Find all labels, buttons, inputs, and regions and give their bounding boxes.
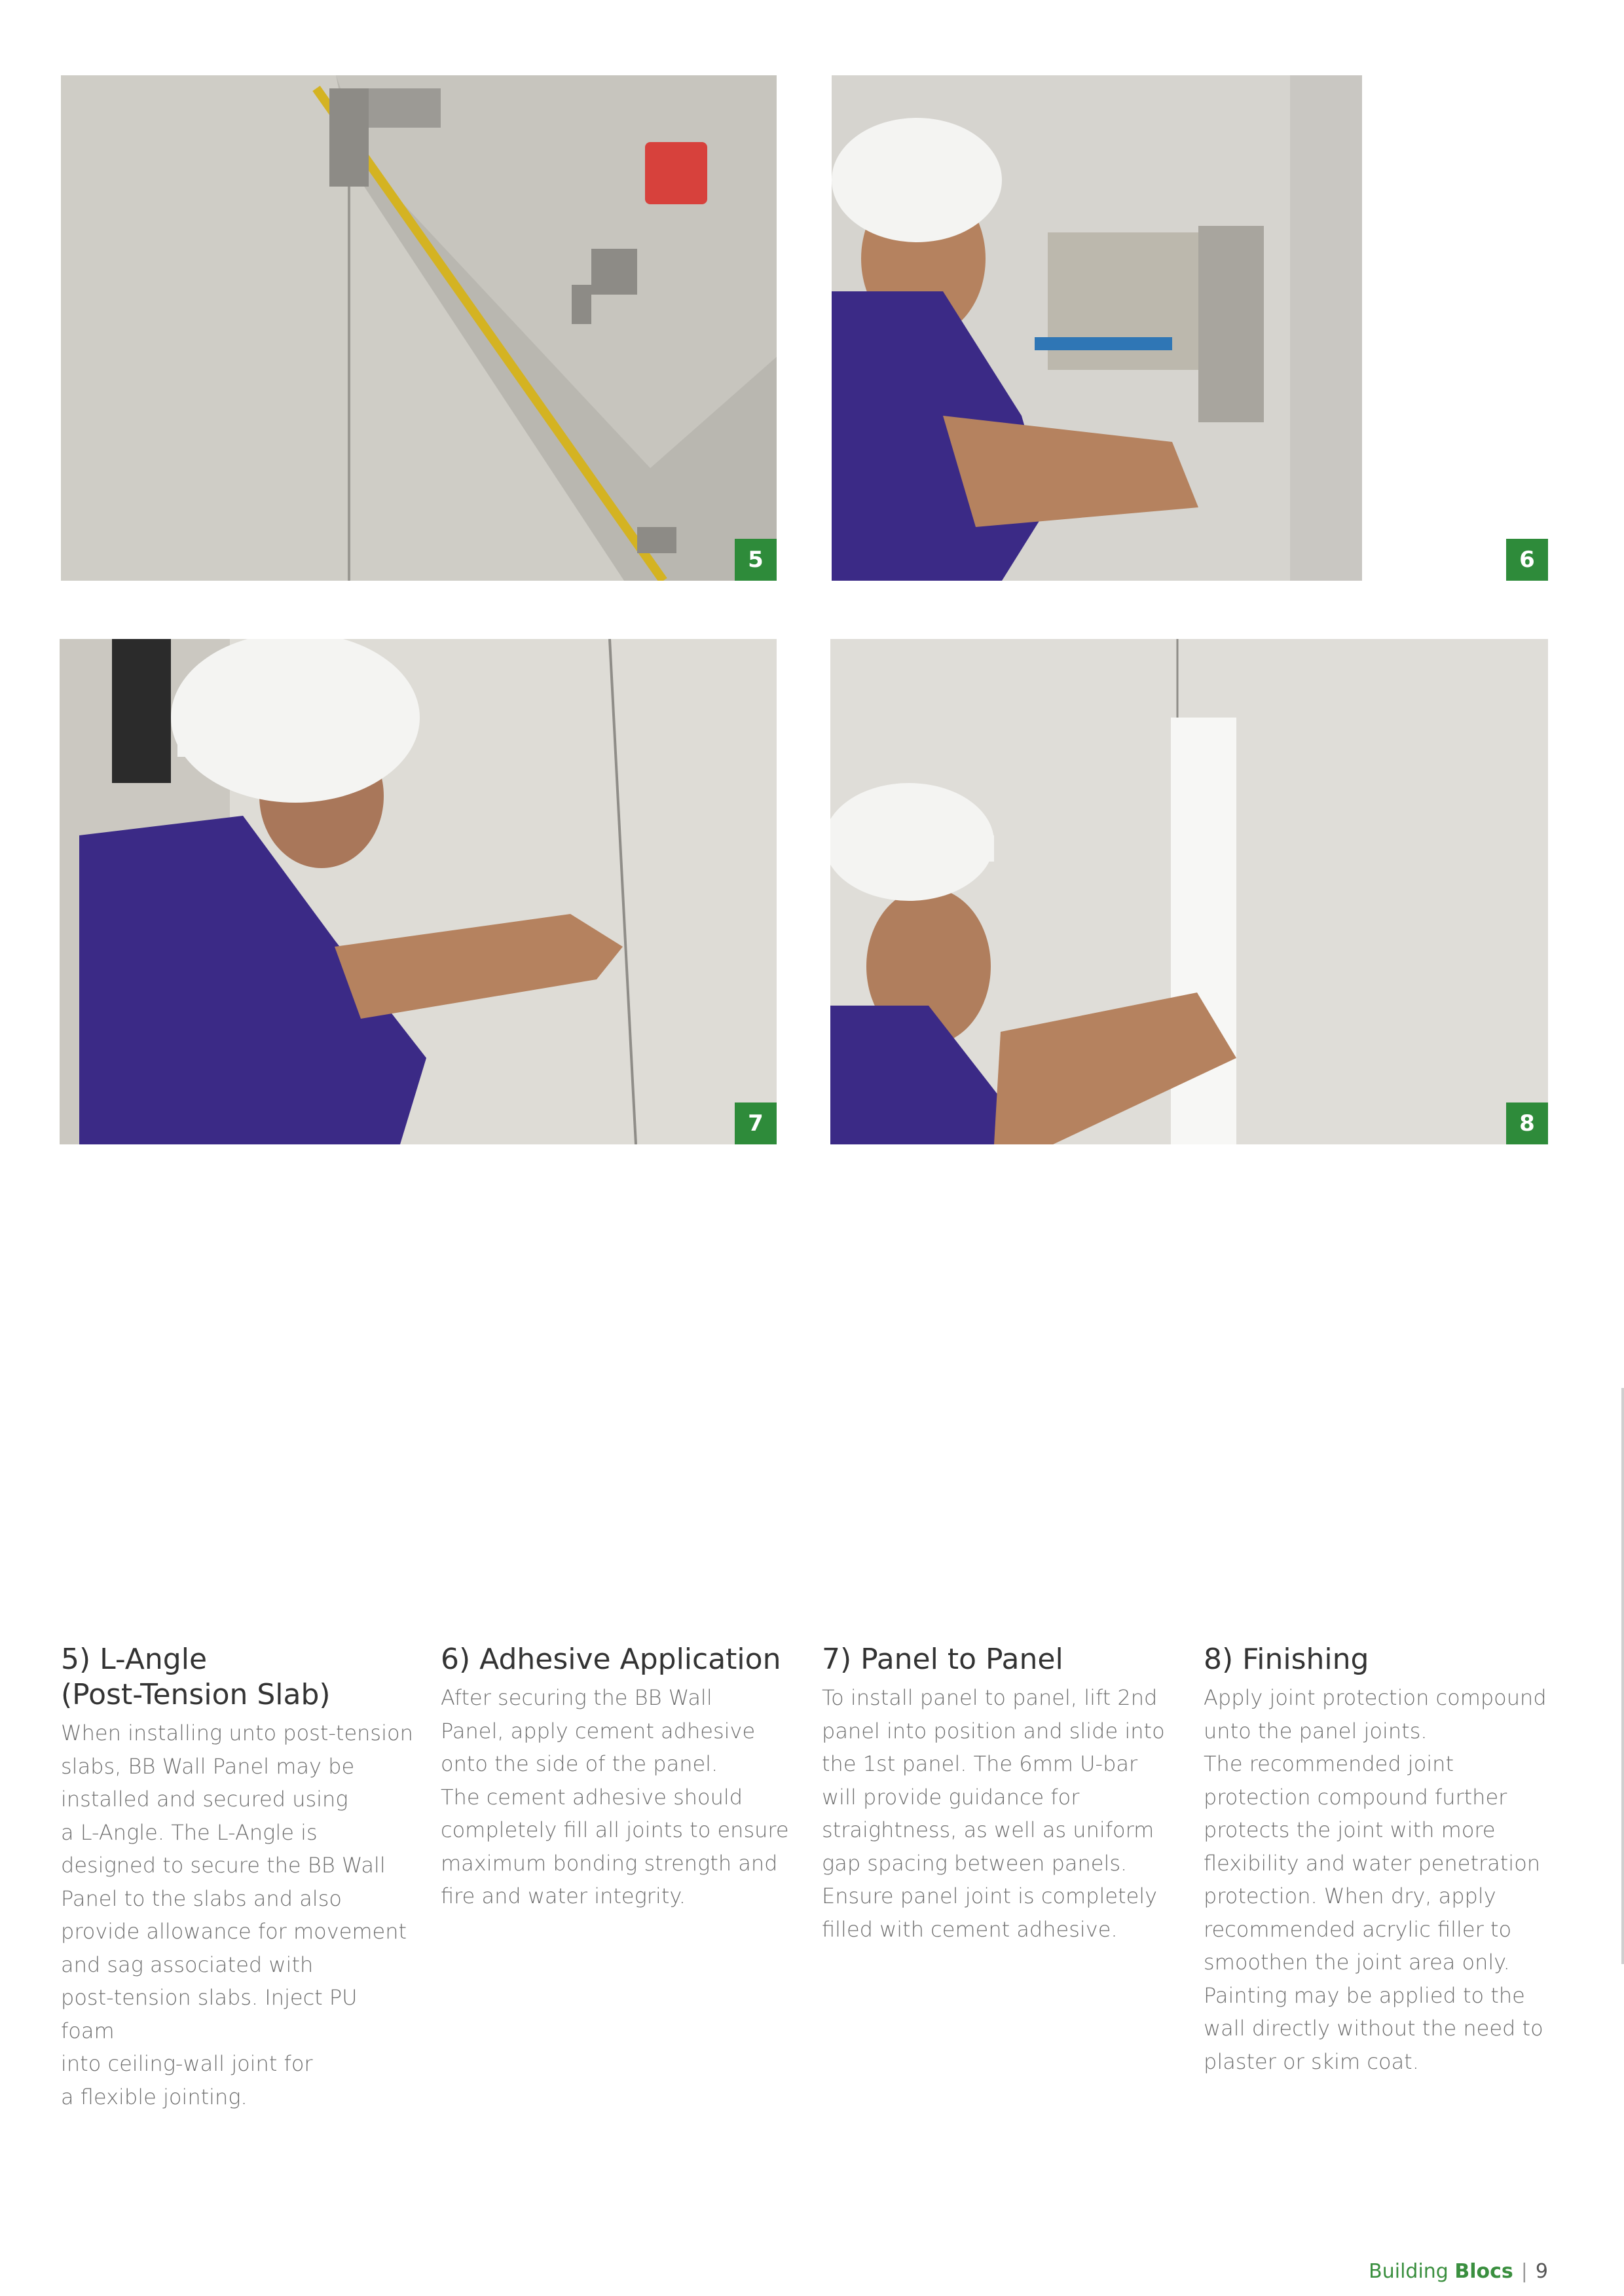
- step-5-column: [61, 1642, 415, 2113]
- body-line: panel into position and slide into: [822, 1718, 1165, 1743]
- body-line: slabs, BB Wall Panel may be: [61, 1753, 355, 1779]
- body-line: The cement adhesive should: [441, 1784, 743, 1810]
- footer-brand-bold: Blocs: [1454, 2260, 1513, 2283]
- body-line: Panel, apply cement adhesive: [441, 1718, 756, 1743]
- step-6-column: [441, 1642, 794, 1913]
- photo-number-badge: 8: [1506, 1102, 1548, 1144]
- photo-5-illustration: [61, 75, 777, 581]
- body-line: installed and secured using: [61, 1787, 348, 1812]
- body-line: gap spacing between panels.: [822, 1850, 1128, 1876]
- step-6-body: [441, 1681, 794, 1913]
- photo-number-badge: 7: [735, 1102, 777, 1144]
- body-line: onto the side of the panel.: [441, 1751, 718, 1776]
- body-line: Apply joint protection compound: [1204, 1685, 1547, 1710]
- footer-separator: |: [1521, 2260, 1528, 2283]
- body-line: When installing unto post-tension: [61, 1721, 413, 1745]
- step-5-heading-line2: (Post-Tension Slab): [61, 1678, 331, 1711]
- photo-6-illustration: [832, 75, 1548, 581]
- body-line: smoothen the joint area only.: [1204, 1950, 1510, 1975]
- footer-brand-light: Building: [1369, 2260, 1455, 2283]
- photo-8-illustration: [830, 639, 1548, 1144]
- body-line: straightness, as well as uniform: [822, 1817, 1154, 1842]
- body-line: After securing the BB Wall: [441, 1685, 712, 1710]
- photo-number-badge: 6: [1506, 539, 1548, 581]
- photo-number-badge: 5: [735, 539, 777, 581]
- body-line: maximum bonding strength and: [441, 1850, 778, 1876]
- body-line: protection compound further: [1204, 1784, 1507, 1810]
- step-8-column: [1204, 1642, 1570, 2078]
- photo-8-finishing: [830, 639, 1548, 1144]
- body-line: flexibility and water penetration: [1204, 1850, 1541, 1876]
- step-7-body: [822, 1681, 1175, 1946]
- step-5-heading: [61, 1642, 415, 1713]
- body-line: Painting may be applied to the: [1204, 1982, 1525, 2008]
- body-line: Panel to the slabs and also: [61, 1886, 342, 1911]
- body-line: a flexible jointing.: [61, 2084, 248, 2109]
- photo-6-adhesive-application: [832, 75, 1548, 581]
- body-line: a L-Angle. The L-Angle is: [61, 1819, 318, 1845]
- body-line: will provide guidance for: [822, 1784, 1080, 1810]
- body-line: the 1st panel. The 6mm U-bar: [822, 1751, 1138, 1776]
- step-5-body: [61, 1717, 415, 2113]
- body-line: provide allowance for movement: [61, 1919, 407, 1944]
- step-8-body: [1204, 1681, 1570, 2078]
- step-7-heading: 7) Panel to Panel: [822, 1643, 1063, 1676]
- body-line: designed to secure the BB Wall: [61, 1853, 386, 1878]
- photo-7-panel-to-panel: [60, 639, 777, 1144]
- photo-7-illustration: [60, 639, 777, 1144]
- body-line: filled with cement adhesive.: [822, 1916, 1118, 1942]
- body-line: plaster or skim coat.: [1204, 2049, 1419, 2074]
- body-line: completely fill all joints to ensure: [441, 1817, 789, 1842]
- body-line: wall directly without the need to: [1204, 2016, 1543, 2041]
- scan-edge-mark: [1621, 1388, 1624, 1964]
- page-footer: [1369, 2260, 1548, 2283]
- body-line: into ceiling-wall joint for: [61, 2051, 313, 2076]
- body-line: To install panel to panel, lift 2nd: [822, 1685, 1158, 1710]
- body-line: post-tension slabs. Inject PU foam: [61, 1985, 358, 2043]
- photo-5-l-angle: [61, 75, 777, 581]
- body-line: protects the joint with more: [1204, 1817, 1496, 1842]
- body-line: fire and water integrity.: [441, 1884, 686, 1908]
- body-line: and sag associated with: [61, 1952, 314, 1977]
- body-line: protection. When dry, apply: [1204, 1884, 1496, 1908]
- body-line: Ensure panel joint is completely: [822, 1884, 1158, 1908]
- body-line: The recommended joint: [1204, 1751, 1454, 1776]
- body-line: unto the panel joints.: [1204, 1718, 1428, 1743]
- page-number: 9: [1535, 2260, 1548, 2283]
- step-6-heading: 6) Adhesive Application: [441, 1643, 781, 1676]
- body-line: recommended acrylic filler to: [1204, 1916, 1512, 1942]
- step-5-heading-line1: 5) L-Angle: [61, 1643, 208, 1676]
- step-7-column: [822, 1642, 1175, 1946]
- footer-brand: [1369, 2260, 1513, 2283]
- step-8-heading: 8) Finishing: [1204, 1643, 1369, 1676]
